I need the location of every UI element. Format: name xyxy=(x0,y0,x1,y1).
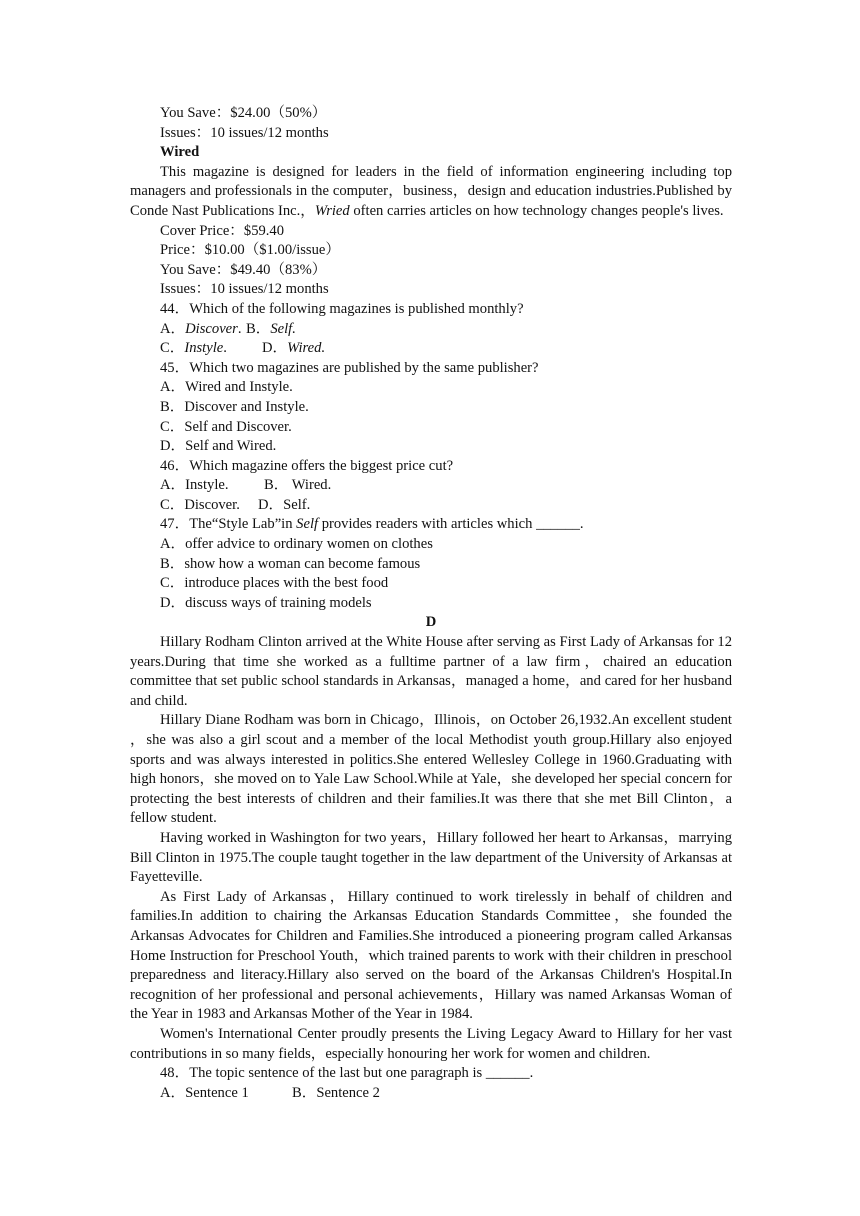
q44-option-c: C．Instyle. xyxy=(160,340,227,357)
q46-options-cd xyxy=(130,496,732,516)
q47-option-a: A．offer advice to ordinary women on clothes xyxy=(160,536,433,553)
q46-option-c: C．Discover. xyxy=(160,496,240,513)
q44-option-b: B．Self. xyxy=(246,320,296,337)
instyle-issues: Issues：10 issues/12 months xyxy=(160,124,329,141)
wired-you-save: You Save：$49.40（83%） xyxy=(160,261,327,278)
q44-option-d: D．Wired. xyxy=(262,340,326,357)
q44-options-ab xyxy=(130,320,732,340)
q46-options-ab xyxy=(130,476,732,496)
passage-paragraph-5: Women's International Center proudly presents the Living Legacy Award to Hillary for her vast contributions in so many fields，especially honouring her work for women and children. xyxy=(130,1025,732,1062)
document-page xyxy=(130,104,732,1103)
q48-option-b: B．Sentence 2 xyxy=(292,1084,380,1101)
q48-options-ab xyxy=(130,1084,732,1104)
q45-option-a: A．Wired and Instyle. xyxy=(160,379,293,396)
q45-option-c: C．Self and Discover. xyxy=(160,418,292,435)
wired-issues: Issues：10 issues/12 months xyxy=(160,281,329,298)
q46-option-d: D．Self. xyxy=(258,496,311,513)
q46-stem: 46．Which magazine offers the biggest price cut? xyxy=(160,457,454,474)
q48-stem: 48．The topic sentence of the last but one paragraph is ______. xyxy=(160,1065,534,1082)
passage-paragraph-2: Hillary Diane Rodham was born in Chicago，Illinois，on October 26,1932.An excellent student ，she was also a girl scout and a member of the local Methodist youth group.Hillary also enjoyed sports and was always interested in politics.She entered Wellesley College in 1960.Graduating with high honors，she moved on to Yale Law School.While at Yale，she developed her special concern for protecting the best interests of children and their families.It was there that she met Bill Clinton，a fellow student. xyxy=(130,712,732,827)
instyle-you-save: You Save：$24.00（50%） xyxy=(160,105,327,121)
passage-paragraph-4: As First Lady of Arkansas，Hillary continued to work tirelessly in behalf of children and families.In addition to chairing the Arkansas Education Standards Committee，she founded the Arkansas Advocates for Children and Families.She introduced a pioneering program called Arkansas Home Instruction for Preschool Youth，which trained parents to work with their children in preschool preparedness and literacy.Hillary also served on the board of the Arkansas Children's Hospital.In recognition of her professional and personal achievements，Hillary was named Arkansas Woman of the Year in 1983 and Arkansas Mother of the Year in 1984. xyxy=(130,888,732,1023)
wired-cover-price: Cover Price：$59.40 xyxy=(160,222,285,239)
q45-option-b: B．Discover and Instyle. xyxy=(160,398,309,415)
q47-option-d: D．discuss ways of training models xyxy=(160,594,372,611)
wired-description: This magazine is designed for leaders in the field of information engineering including top managers and professionals in the computer，business，design and education industries.Published by Conde Nast Publications Inc.，Wried often carries articles on how technology changes people's lives. xyxy=(130,163,732,219)
q45-option-d: D．Self and Wired. xyxy=(160,438,277,455)
q47-stem: 47．The“Style Lab”in Self provides readers with articles which ______. xyxy=(160,516,584,533)
section-d-heading: D xyxy=(425,614,437,631)
q46-option-a: A．Instyle. xyxy=(160,477,229,494)
passage-paragraph-1: Hillary Rodham Clinton arrived at the White House after serving as First Lady of Arkansas for 12 years.During that time she worked as a fulltime partner of a law firm，chaired an education committee that set public school standards in Arkansas，managed a home，and cared for her husband and child. xyxy=(130,634,732,709)
q44-stem: 44．Which of the following magazines is published monthly? xyxy=(160,300,524,317)
passage-paragraph-3: Having worked in Washington for two years，Hillary followed her heart to Arkansas，marrying Bill Clinton in 1975.The couple taught together in the law department of the University of Arkansas at Fayetteville. xyxy=(130,829,732,886)
wired-price: Price：$10.00（$1.00/issue） xyxy=(160,242,340,259)
q47-option-b: B．show how a woman can become famous xyxy=(160,555,421,572)
q48-option-a: A．Sentence 1 xyxy=(160,1084,249,1101)
wired-title: Wired xyxy=(160,144,200,161)
q44-options-cd xyxy=(130,339,732,359)
q44-option-a: A．Discover. xyxy=(160,320,242,337)
q45-stem: 45．Which two magazines are published by the same publisher? xyxy=(160,359,539,376)
q46-option-b: B． Wired. xyxy=(264,477,332,494)
q47-option-c: C．introduce places with the best food xyxy=(160,575,389,592)
